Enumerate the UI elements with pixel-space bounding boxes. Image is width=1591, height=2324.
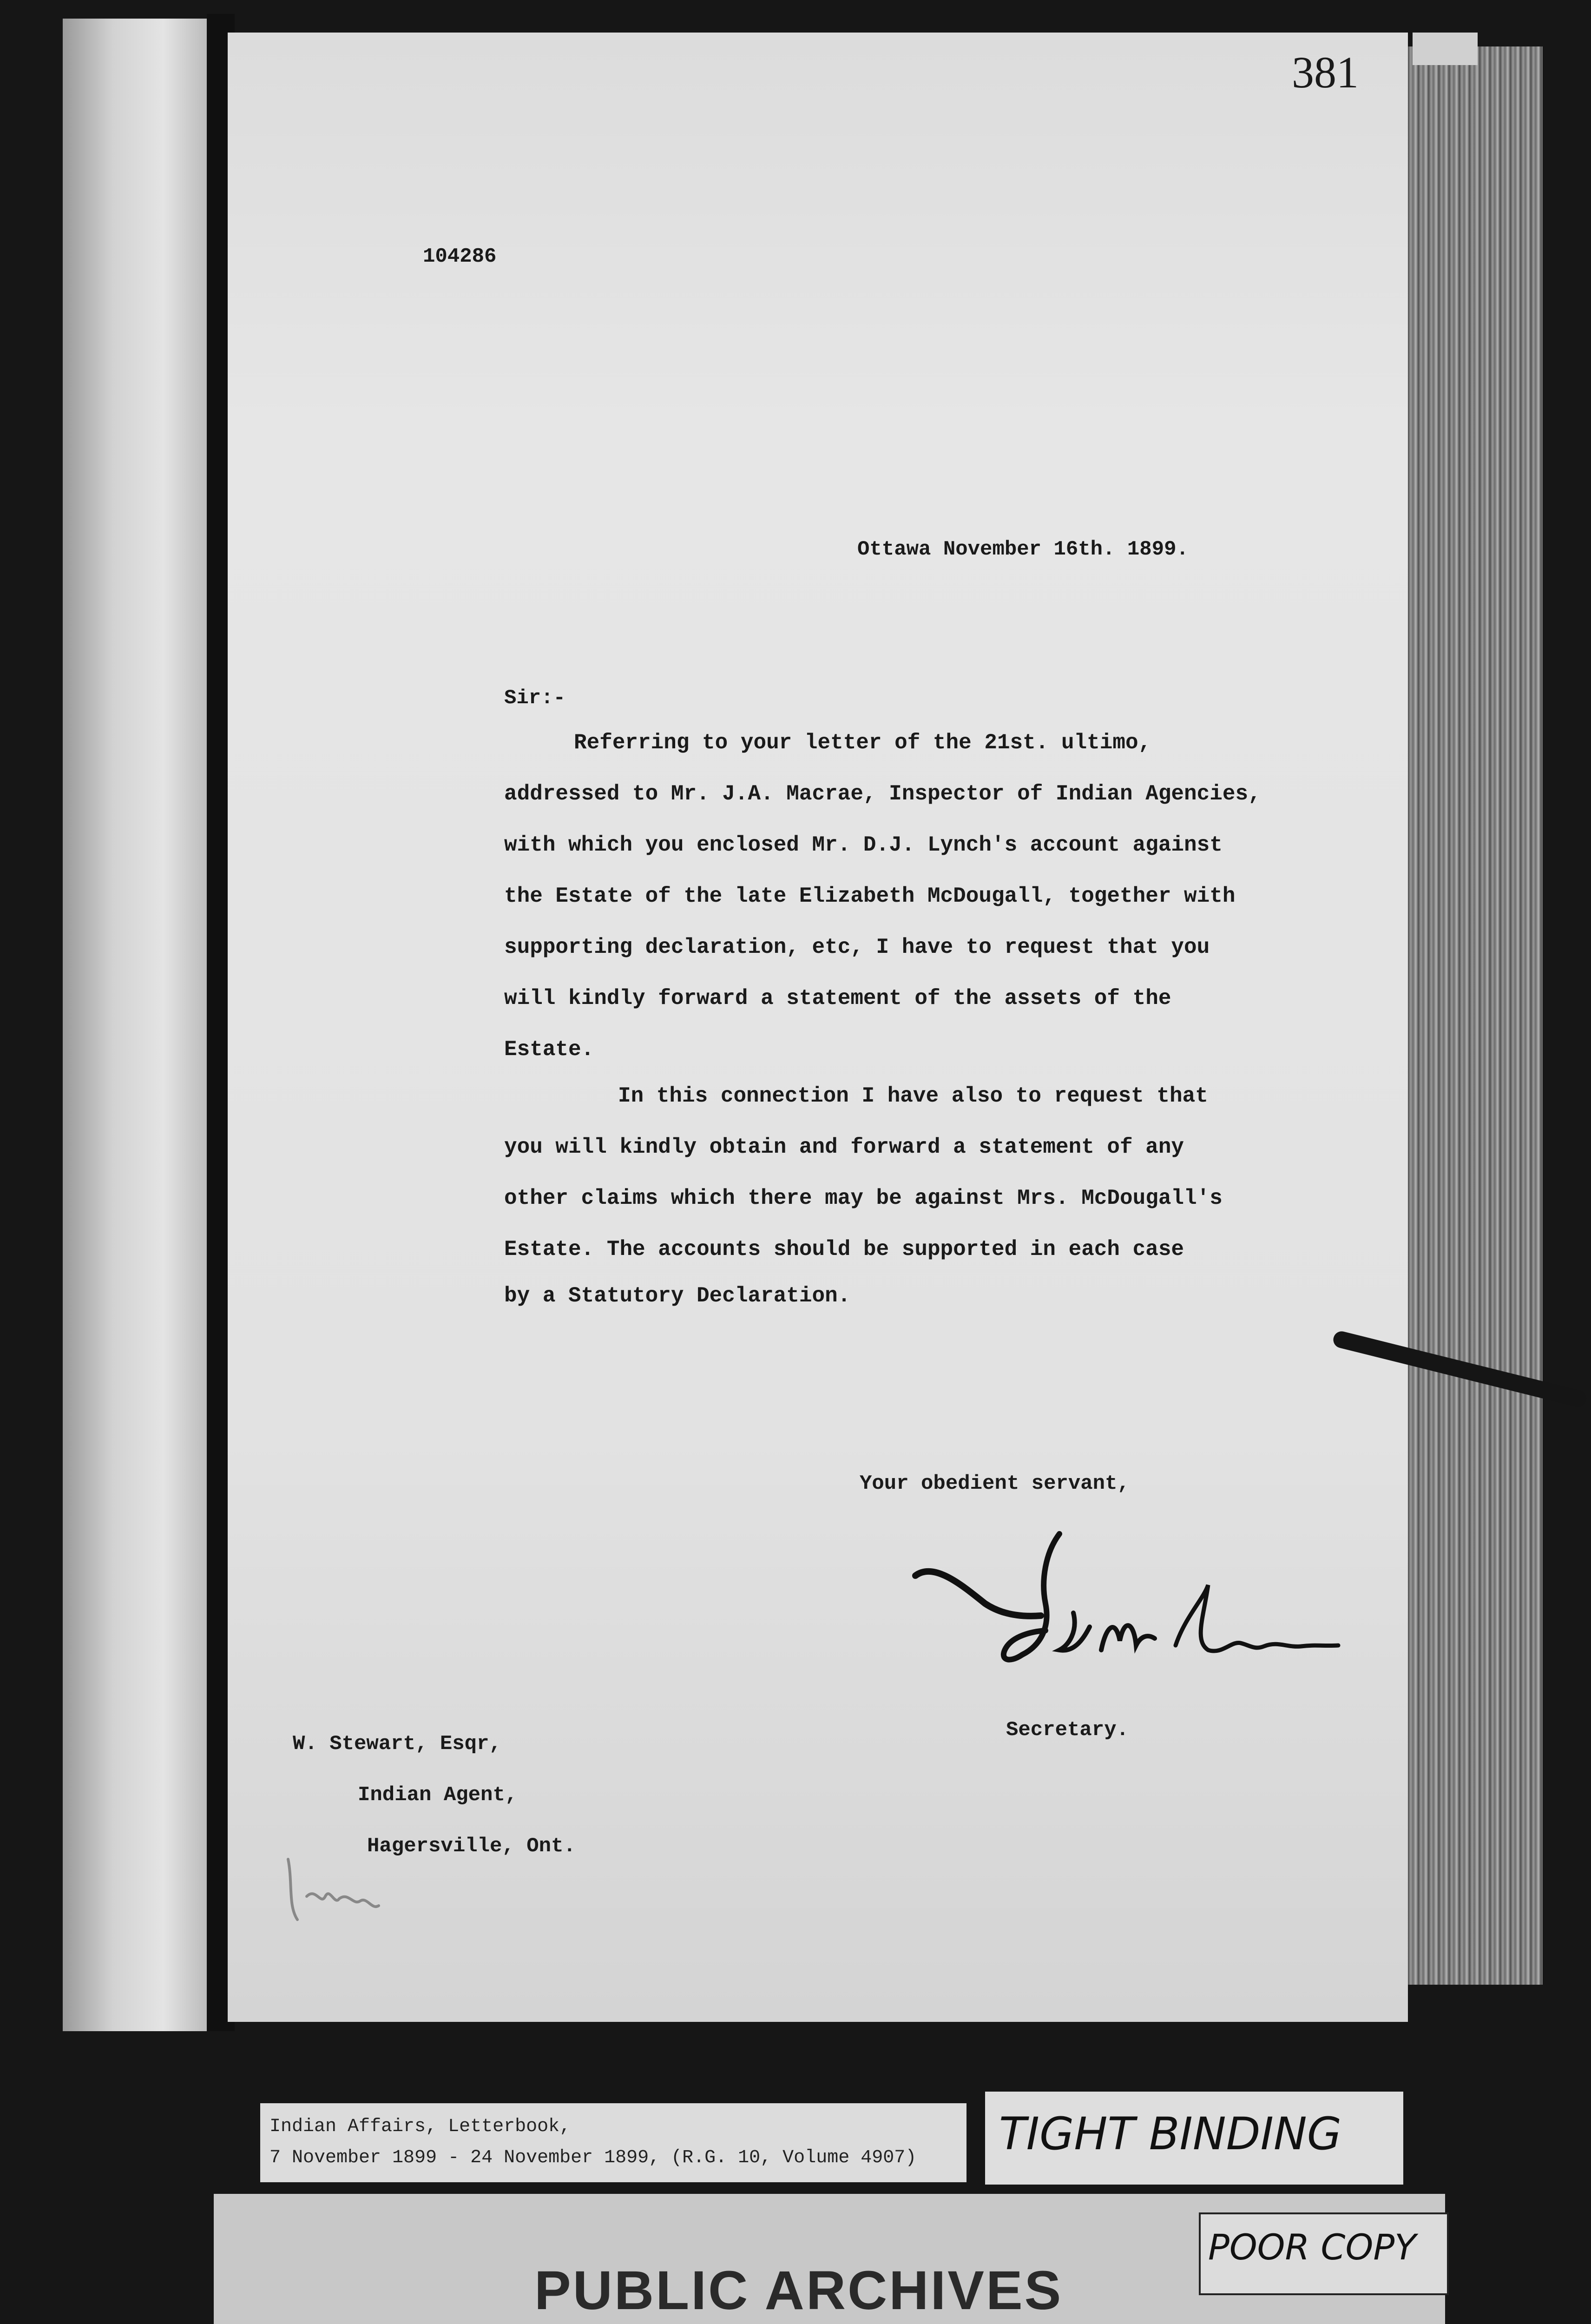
body-line: by a Statutory Declaration. (504, 1284, 851, 1308)
tight-binding-text: TIGHT BINDING (999, 2108, 1342, 2160)
addressee-title: Indian Agent, (358, 1783, 518, 1807)
body-line: Estate. (504, 1037, 594, 1062)
body-line: other claims which there may be against Mrs. McDougall's (504, 1186, 1223, 1210)
left-page (63, 19, 207, 2031)
citation-line: Indian Affairs, Letterbook, (270, 2116, 571, 2137)
date-line: Ottawa November 16th. 1899. (857, 538, 1189, 561)
page-edges (1408, 46, 1543, 1985)
addressee-name: W. Stewart, Esqr, (293, 1732, 501, 1756)
body-line: will kindly forward a statement of the assets of the (504, 986, 1171, 1010)
letter-page (228, 33, 1408, 2022)
body-line: the Estate of the late Elizabeth McDougall, together with (504, 884, 1236, 908)
body-line: In this connection I have also to request that (618, 1084, 1208, 1108)
page-number: 381 (1292, 47, 1359, 97)
citation-label (260, 2103, 966, 2182)
salutation: Sir:- (504, 687, 566, 710)
addressee-place: Hagersville, Ont. (367, 1835, 576, 1858)
pencil-mark (279, 1841, 418, 1943)
body-line: supporting declaration, etc, I have to request that you (504, 935, 1210, 959)
page-edges-top (1413, 33, 1478, 65)
body-line: with which you enclosed Mr. D.J. Lynch's account against (504, 833, 1223, 857)
body-line: you will kindly obtain and forward a statement of any (504, 1135, 1184, 1159)
closing: Your obedient servant, (860, 1472, 1130, 1495)
body-line: Estate. The accounts should be supported in each case (504, 1237, 1184, 1261)
citation-line: 7 November 1899 - 24 November 1899, (R.G. 10, Volume 4907) (270, 2147, 917, 2168)
signer-title: Secretary. (1006, 1718, 1129, 1742)
handwritten-signature (906, 1525, 1348, 1683)
file-number: 104286 (423, 245, 497, 268)
archives-title-en: PUBLIC ARCHIVES (534, 2260, 1063, 2321)
body-line: addressed to Mr. J.A. Macrae, Inspector of Indian Agencies, (504, 782, 1261, 806)
body-line: Referring to your letter of the 21st. ultimo, (574, 731, 1151, 755)
poor-copy-text: POOR COPY (1208, 2226, 1416, 2268)
